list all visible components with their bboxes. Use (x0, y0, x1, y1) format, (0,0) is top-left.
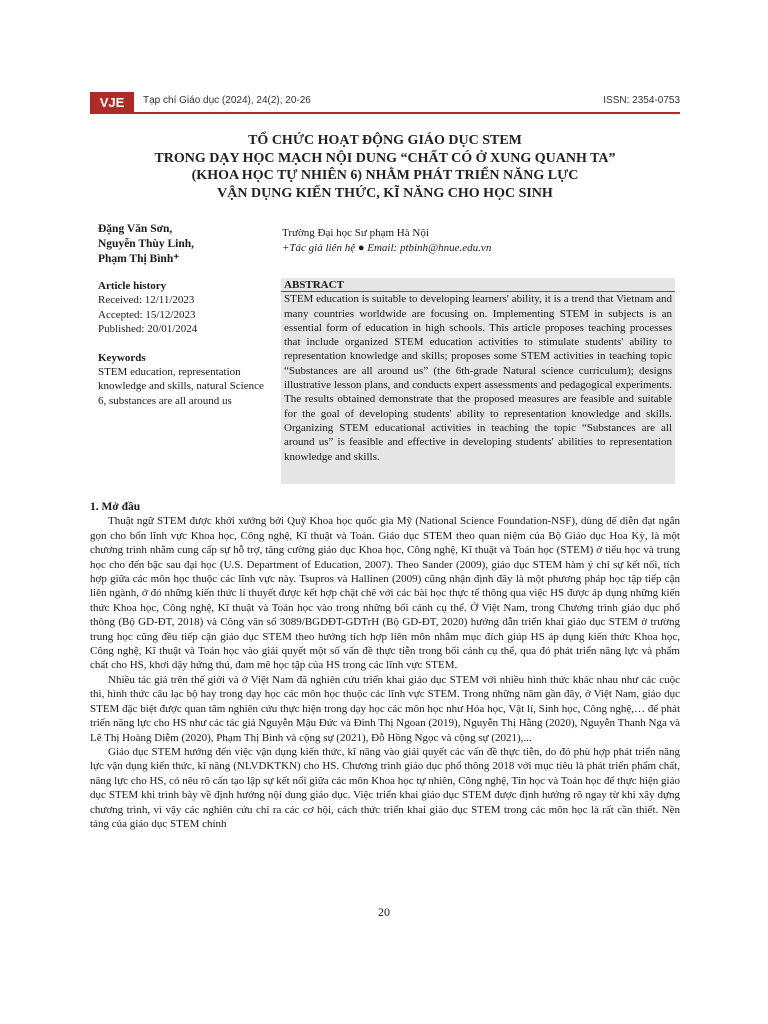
keywords-heading: Keywords (98, 351, 146, 364)
author-list (98, 222, 194, 267)
section-heading: 1. Mở đầu (90, 501, 141, 513)
article-history-heading: Article history (98, 280, 167, 292)
published-date: Published: 20/01/2024 (98, 323, 198, 336)
received-date: Received: 12/11/2023 (98, 294, 195, 307)
affiliation (282, 226, 491, 256)
accepted-date: Accepted: 15/12/2023 (98, 308, 196, 321)
journal-logo: VJE (90, 92, 134, 114)
title-line: TỔ CHỨC HOẠT ĐỘNG GIÁO DỤC STEM (248, 133, 522, 148)
author: Phạm Thị Bình⁺ (98, 253, 180, 265)
abstract-rule (281, 291, 675, 292)
article-body (90, 500, 680, 831)
journal-citation: Tạp chí Giáo dục (2024), 24(2), 20-26 (143, 95, 311, 106)
article-title (90, 132, 680, 202)
issn: ISSN: 2354-0753 (603, 95, 680, 106)
abstract-box (281, 278, 675, 484)
body-paragraph: Thuật ngữ STEM được khởi xướng bởi Quỹ Khoa học quốc gia Mỹ (National Science Foundation-NSF), dùng để diễn đạt ngắn gọn cho bốn lĩnh vực Khoa học, Công nghệ, Kĩ thuật và Toán. Giáo dục STEM theo quan niệm của Bộ Giáo dục Hoa Kỳ, là một chương trình nhằm cung cấp sự hỗ trợ, tăng cường giáo dục Khoa học, Công nghệ, Kĩ thuật và Toán học (STEM) ở tiểu học và trung học cho đến bậc sau đại học (U.S. Department of Education, 2007). Theo Sander (2009), giáo dục STEM hàm ý chỉ sự kết nối, tích hợp giữa các môn học thuộc các lĩnh vực này. Tsupros và Hallinen (2009) cũng nhận định đây là một phương pháp học tập tiếp cận liên ngành, ở đó những kiến thức lí thuyết được kết hợp chặt chẽ với các bài học thực tế thông qua việc HS được áp dụng những kiến thức Khoa học, Công nghệ, Kĩ thuật và Toán học vào trong những bối cảnh cụ thể. Ở Việt Nam, trong Chương trình giáo dục phổ thông (Bộ GD-ĐT, 2018) và Công văn số 3089/BGDĐT-GDTrH (Bộ GD-ĐT, 2020) hướng dẫn triển khai giáo dục STEM ở trường trung học cũng đều tiếp cận giáo dục STEM theo hướng tích hợp liên môn nhằm mục đích giúp HS áp dụng kiến thức Khoa học, Công nghệ, Kĩ thuật và Toán học vào giải quyết một số vấn đề thực tiễn trong bối cảnh cụ thể, qua đó phát triển năng lực và phẩm chất cho HS, khơi dậy hứng thú, đam mê học tập của HS trong các lĩnh vực STEM. (90, 515, 680, 672)
author: Nguyễn Thùy Linh, (98, 238, 194, 250)
institution: Trường Đại học Sư phạm Hà Nội (282, 227, 429, 239)
header-rule (90, 112, 680, 114)
article-meta (98, 279, 268, 408)
abstract-text: STEM education is suitable to developing learners' ability, it is a trend that Vietnam and many countries worldwide are focusing on. Implementing STEM in subjects is an essential form of education in high schools. This article proposes teaching processes that include organized STEM education activities to stimulate students' ability to representation knowledge and skills; proposes some STEM activities in teaching topic “Substances are all around us” (the 6th-grade Natural science curriculum); designs illustrative lesson plans, and conducts expert assessments and pedagogical experiments. The results obtained demonstrate that the proposed measures are feasible and suitable for the goal of developing students' ability to representation knowledge and skills. Organizing STEM educational activities in teaching the topic “Substances are all around us” is feasible and effective in developing students' abilities to representation knowledge and skills. (284, 293, 672, 463)
journal-header (90, 92, 680, 114)
title-line: VẬN DỤNG KIẾN THỨC, KĨ NĂNG CHO HỌC SINH (217, 185, 553, 201)
page-number: 20 (378, 905, 390, 919)
title-line: (KHOA HỌC TỰ NHIÊN 6) NHẰM PHÁT TRIỂN NĂNG LỰC (191, 168, 579, 183)
author: Đặng Văn Sơn, (98, 223, 173, 235)
body-paragraph: Nhiều tác giả trên thế giới và ở Việt Nam đã nghiên cứu triển khai giáo dục STEM với nhiều hình thức khác nhau như các cuộc thi, hình thức câu lạc bộ hay trong dạy học các môn học thuộc các lĩnh vực STEM. Trong những năm gần đây, ở Việt Nam, giáo dục STEM đặc biệt được quan tâm nghiên cứu thực hiện trong dạy học các môn học như Hóa học, Vật lí, Sinh học, Công nghệ,… để phát triển năng lực cho HS như các tác giả Nguyễn Mậu Đức và Đinh Thị Ngoan (2019), Nguyễn Thị Hằng (2020), Nguyễn Thanh Nga và Lê Thị Hoàng Diễm (2020), Phạm Thị Bình và cộng sự (2021), Đỗ Hồng Ngọc và cộng sự (2021),... (90, 673, 680, 744)
body-paragraph: Giáo dục STEM hướng đến việc vận dụng kiến thức, kĩ năng vào giải quyết các vấn đề thực tiễn, do đó phù hợp phát triển năng lực vận dụng kiến thức, kĩ năng (NLVDKTKN) cho HS. Chương trình giáo dục phổ thông 2018 với mục tiêu là phát triển phẩm chất, năng lực cho HS, có nêu rõ cấn tạo lập sự kết nối giữa các môn Khoa học tự nhiên, Công nghệ, Tin học và Toán học để thực hiện giáo dục STEM khi trình bày về định hướng nội dung giáo dục. Việc triển khai giáo dục STEM được định hướng rõ ngay từ khi xây dựng chương trình, vì vậy các nghiên cứu chỉ ra các cơ hội, cách thức triển khai giáo dục STEM trong các môn học là rất cần thiết. Nền tảng của giáo dục STEM chính (90, 745, 680, 830)
corresponding-contact: +Tác giả liên hệ ● Email: ptbinh@hnue.edu.vn (282, 242, 492, 254)
keywords-text: STEM education, representation knowledge and skills, natural Science 6, substances are all around us (98, 366, 264, 407)
abstract-heading: ABSTRACT (284, 279, 344, 291)
title-line: TRONG DẠY HỌC MẠCH NỘI DUNG “CHẤT CÓ Ở XUNG QUANH TA” (154, 150, 616, 166)
